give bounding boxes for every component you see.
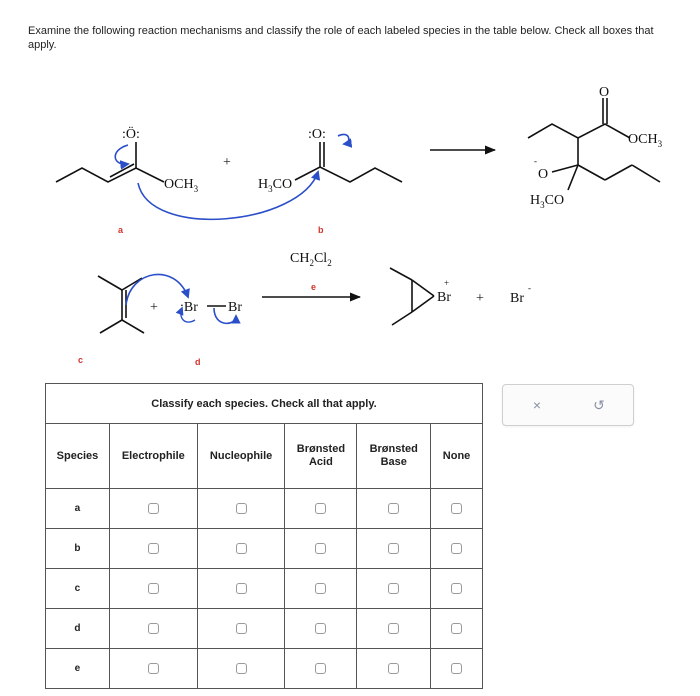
- checkbox-c-none[interactable]: [451, 583, 462, 594]
- undo-icon[interactable]: ↺: [593, 397, 605, 413]
- checkbox-a-bronsted-base[interactable]: [388, 503, 399, 514]
- checkbox-e-bronsted-base[interactable]: [388, 663, 399, 674]
- checkbox-b-bronsted-acid[interactable]: [315, 543, 326, 554]
- clear-button[interactable]: ×: [532, 397, 542, 413]
- checkbox-d-bronsted-acid[interactable]: [315, 623, 326, 634]
- checkbox-b-nucleophile[interactable]: [236, 543, 247, 554]
- product-o-minus-charge: -: [534, 156, 537, 166]
- header-electrophile: Electrophile: [109, 424, 197, 489]
- species-label: e: [46, 649, 110, 689]
- header-bronsted-acid: Brønsted Acid: [285, 424, 357, 489]
- curved-arrow-2: [115, 145, 128, 164]
- enolate-och3-label: $OCH_3$: [164, 177, 199, 194]
- bromine-leaving: Br: [228, 300, 242, 315]
- label-e: e: [311, 282, 317, 292]
- bromonium-br: Br: [437, 290, 451, 305]
- ester-h3co-label: $H_3CO$: [258, 177, 293, 194]
- checkbox-d-electrophile[interactable]: [148, 623, 159, 634]
- plus-sign-1: +: [223, 155, 231, 170]
- checkbox-e-electrophile[interactable]: [148, 663, 159, 674]
- product-h3co-label: $H_3CO$: [530, 193, 565, 210]
- bromonium-product: [390, 268, 434, 325]
- checkbox-d-bronsted-base[interactable]: [388, 623, 399, 634]
- ester-molecule-b: [295, 142, 402, 182]
- checkbox-e-nucleophile[interactable]: [236, 663, 247, 674]
- checkbox-c-bronsted-base[interactable]: [388, 583, 399, 594]
- species-label: a: [46, 489, 110, 529]
- table-row: [46, 609, 483, 649]
- checkbox-e-bronsted-acid[interactable]: [315, 663, 326, 674]
- bromide-ion: Br: [510, 291, 524, 306]
- bromide-minus-charge: -: [528, 283, 531, 293]
- header-bronsted-base: Brønsted Base: [357, 424, 431, 489]
- ester-oxygen: :O:: [308, 127, 326, 142]
- checkbox-e-none[interactable]: [451, 663, 462, 674]
- bromonium-plus-charge: +: [444, 278, 450, 288]
- enolate-oxygen: :Ö:: [122, 127, 140, 142]
- table-title: Classify each species. Check all that apply.: [46, 384, 483, 424]
- checkbox-b-electrophile[interactable]: [148, 543, 159, 554]
- checkbox-a-none[interactable]: [451, 503, 462, 514]
- checkbox-a-bronsted-acid[interactable]: [315, 503, 326, 514]
- label-b: b: [318, 225, 324, 235]
- label-a: a: [118, 225, 124, 235]
- checkbox-a-nucleophile[interactable]: [236, 503, 247, 514]
- checkbox-a-electrophile[interactable]: [148, 503, 159, 514]
- checkbox-b-none[interactable]: [451, 543, 462, 554]
- enolate-molecule-a: [56, 142, 164, 182]
- product-oxide: O: [538, 167, 549, 182]
- species-label: c: [46, 569, 110, 609]
- product-och3-label: $OCH_3$: [628, 132, 663, 149]
- label-c: c: [78, 355, 84, 365]
- checkbox-d-nucleophile[interactable]: [236, 623, 247, 634]
- label-d: d: [195, 357, 201, 367]
- checkbox-c-bronsted-acid[interactable]: [315, 583, 326, 594]
- checkbox-b-bronsted-base[interactable]: [388, 543, 399, 554]
- header-nucleophile: Nucleophile: [197, 424, 285, 489]
- classification-table: [45, 383, 483, 689]
- checkbox-d-none[interactable]: [451, 623, 462, 634]
- checkbox-c-nucleophile[interactable]: [236, 583, 247, 594]
- species-label: b: [46, 529, 110, 569]
- answer-toolbox: [502, 384, 634, 426]
- curved-arrow-3: [338, 134, 349, 144]
- species-label: d: [46, 609, 110, 649]
- header-none: None: [431, 424, 483, 489]
- table-row: [46, 489, 483, 529]
- product-carbonyl-o: O: [599, 85, 610, 100]
- plus-sign-3: +: [476, 291, 484, 306]
- plus-sign-2: +: [150, 300, 158, 315]
- solvent-ch2cl2: $CH_2Cl_2$: [290, 251, 332, 268]
- table-row: [46, 569, 483, 609]
- table-row: [46, 649, 483, 689]
- checkbox-c-electrophile[interactable]: [148, 583, 159, 594]
- question-prompt: Examine the following reaction mechanisms and classify the role of each labeled species in the table below. Check all boxes that apply.: [28, 25, 654, 51]
- alkene-molecule-c: [98, 276, 144, 333]
- bromine-attacking: :Br: [180, 300, 198, 315]
- table-row: [46, 529, 483, 569]
- header-species: Species: [46, 424, 110, 489]
